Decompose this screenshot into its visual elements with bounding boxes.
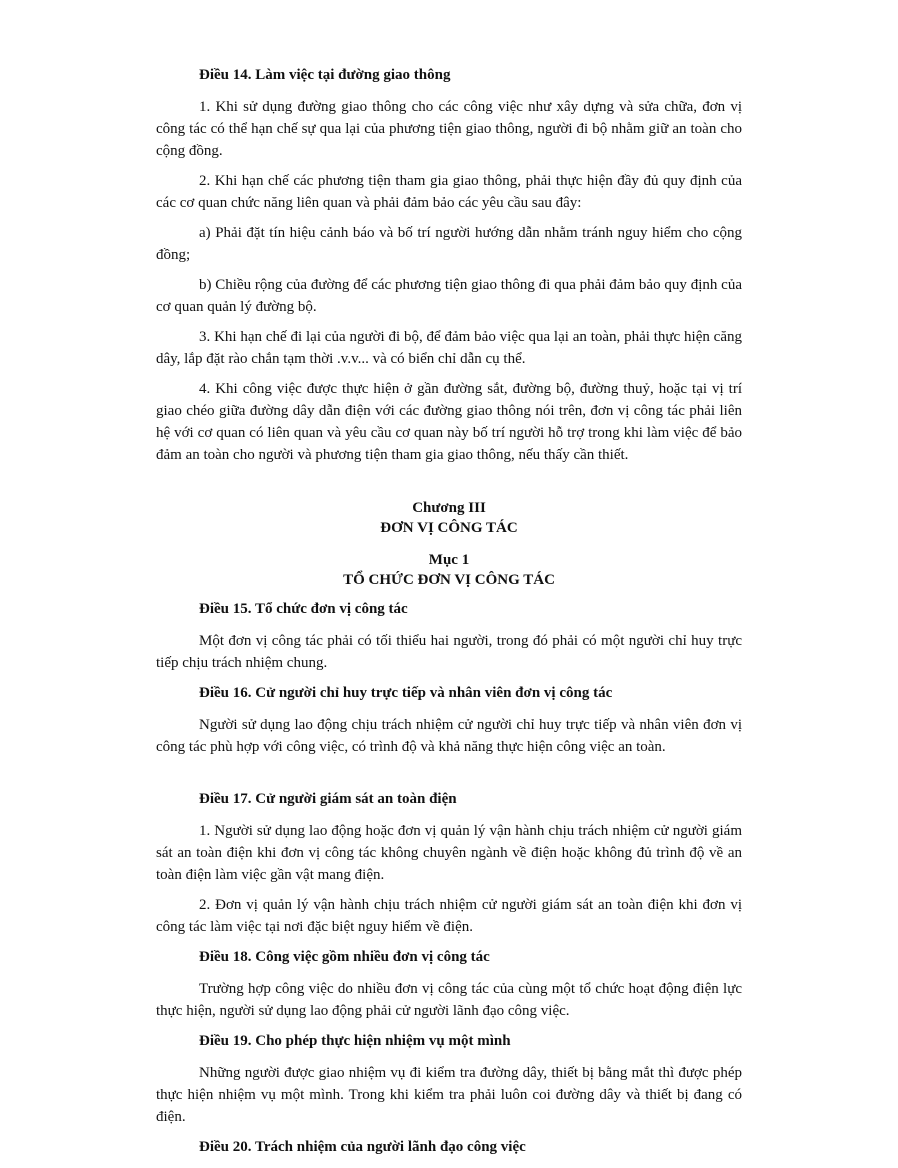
article-14-heading: Điều 14. Làm việc tại đường giao thông: [199, 67, 451, 83]
article-19-heading: Điều 19. Cho phép thực hiện nhiệm vụ một mình: [199, 1033, 511, 1049]
article-17-paragraph-1: 1. Người sử dụng lao động hoặc đơn vị quản lý vận hành chịu trách nhiệm cử người giám sát an toàn điện khi đơn vị công tác không chuyên ngành về điện hoặc không đủ trình độ về an toàn điện làm việc gần vật mang điện.: [156, 823, 742, 883]
chapter-label: Chương III: [412, 500, 486, 516]
chapter-title: ĐƠN VỊ CÔNG TÁC: [380, 520, 518, 536]
article-15-paragraph-1: Một đơn vị công tác phải có tối thiểu hai người, trong đó phải có một người chỉ huy trực tiếp chịu trách nhiệm chung.: [156, 633, 742, 671]
article-14-paragraph-2: 2. Khi hạn chế các phương tiện tham gia giao thông, phải thực hiện đầy đủ quy định của các cơ quan chức năng liên quan và phải đảm bảo các yêu cầu sau đây:: [156, 173, 742, 211]
article-19-paragraph-1: Những người được giao nhiệm vụ đi kiểm tra đường dây, thiết bị bằng mắt thì được phép thực hiện nhiệm vụ một mình. Trong khi kiểm tra phải luôn coi đường dây và thiết bị đang có điện.: [156, 1065, 742, 1125]
article-14-item-a: a) Phải đặt tín hiệu cảnh báo và bố trí người hướng dẫn nhằm tránh nguy hiểm cho cộng đồng;: [156, 225, 742, 263]
article-17-heading: Điều 17. Cử người giám sát an toàn điện: [199, 791, 457, 807]
document-page: [156, 64, 742, 1168]
article-15-heading: Điều 15. Tổ chức đơn vị công tác: [199, 601, 408, 617]
article-14-paragraph-4: 4. Khi công việc được thực hiện ở gần đường sắt, đường bộ, đường thuỷ, hoặc tại vị trí giao chéo giữa đường dây dẫn điện với các đường giao thông nói trên, đơn vị công tác phải liên hệ với cơ quan có liên quan và yêu cầu cơ quan này bố trí người hỗ trợ trong khi làm việc để bảo đảm an toàn cho người và phương tiện tham gia giao thông, nếu thấy cần thiết.: [156, 381, 742, 463]
article-20-heading: Điều 20. Trách nhiệm của người lãnh đạo công việc: [199, 1139, 526, 1155]
article-17-paragraph-2: 2. Đơn vị quản lý vận hành chịu trách nhiệm cử người giám sát an toàn điện khi đơn vị công tác làm việc tại nơi đặc biệt nguy hiểm về điện.: [156, 897, 742, 935]
article-16-heading: Điều 16. Cử người chỉ huy trực tiếp và nhân viên đơn vị công tác: [199, 685, 613, 701]
article-18-heading: Điều 18. Công việc gồm nhiều đơn vị công tác: [199, 949, 490, 965]
section-label: Mục 1: [428, 552, 470, 568]
section-title: TỔ CHỨC ĐƠN VỊ CÔNG TÁC: [343, 572, 555, 588]
article-18-paragraph-1: Trường hợp công việc do nhiều đơn vị công tác của cùng một tổ chức hoạt động điện lực thực hiện, người sử dụng lao động phải cử người lãnh đạo công việc.: [156, 981, 742, 1019]
article-16-paragraph-1: Người sử dụng lao động chịu trách nhiệm cử người chỉ huy trực tiếp và nhân viên đơn vị công tác phù hợp với công việc, có trình độ và khả năng thực hiện công việc an toàn.: [156, 717, 742, 755]
article-14-paragraph-3: 3. Khi hạn chế đi lại của người đi bộ, để đảm bảo việc qua lại an toàn, phải thực hiện căng dây, lắp đặt rào chắn tạm thời .v.v... và có biển chỉ dẫn cụ thể.: [156, 329, 742, 367]
article-14-paragraph-1: 1. Khi sử dụng đường giao thông cho các công việc như xây dựng và sửa chữa, đơn vị công tác có thể hạn chế sự qua lại của phương tiện giao thông, người đi bộ nhằm giữ an toàn cho cộng đồng.: [156, 99, 742, 159]
article-14-item-b: b) Chiều rộng của đường để các phương tiện giao thông đi qua phải đảm bảo quy định của cơ quan quản lý đường bộ.: [156, 277, 742, 315]
